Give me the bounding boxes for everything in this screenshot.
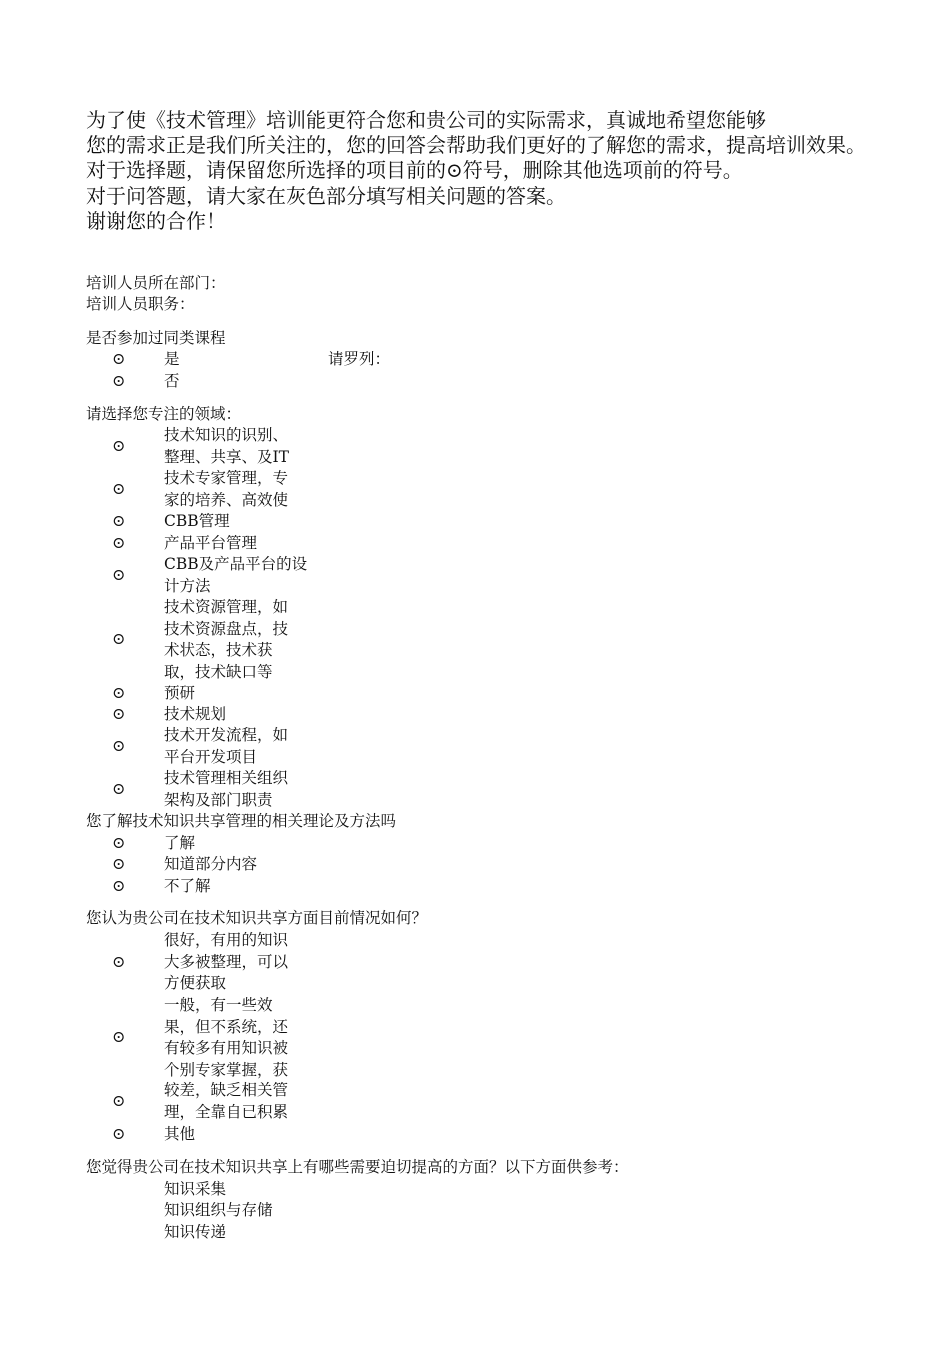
q2-opt3-mark[interactable]: ⊙ <box>112 511 126 530</box>
q3-opt1-label: 了解 <box>164 834 196 852</box>
q2-opt10-line: 架构及部门职责 <box>164 790 273 809</box>
q2-opt8-label <box>164 704 226 726</box>
q4-opt4-mark[interactable]: ⊙ <box>112 1124 126 1143</box>
q1-title: 是否参加过同类课程 <box>86 329 226 347</box>
q4-opt2-label <box>164 995 288 1081</box>
q4-opt2-mark[interactable]: ⊙ <box>112 1027 126 1046</box>
q3-opt3-mark[interactable]: ⊙ <box>112 876 126 895</box>
q2-opt10-mark[interactable]: ⊙ <box>112 779 126 798</box>
q2-opt1-line: 技术知识的识别、 <box>164 426 289 444</box>
q2-opt5-line: CBB及产品平台的设 <box>164 555 308 573</box>
q2-opt8-mark[interactable]: ⊙ <box>112 704 126 723</box>
q2-opt9-mark[interactable]: ⊙ <box>112 736 126 755</box>
q2-opt10-label <box>164 768 288 811</box>
q1-list-label: 请罗列： <box>328 350 391 368</box>
q2-opt1-line: 整理、共享、及IT <box>164 447 289 466</box>
q4-opt3-line: 较差，缺乏相关管 <box>164 1081 289 1099</box>
intro-line-3: 对于选择题，请保留您所选择的项目前的⊙符号，删除其他选项前的符号。 <box>86 158 743 183</box>
q2-opt2-mark[interactable]: ⊙ <box>112 479 126 498</box>
q4-opt2-line: 一般，有一些效 <box>164 996 273 1014</box>
q4-opt3-label <box>164 1080 288 1123</box>
q4-opt1-line: 大多被整理，可以 <box>164 952 289 971</box>
q2-opt2-line: 技术专家管理，专 <box>164 469 289 487</box>
q4-title: 您认为贵公司在技术知识共享方面目前情况如何？ <box>86 909 428 927</box>
q2-opt3-label <box>164 511 230 533</box>
q2-opt5-line: 计方法 <box>164 576 211 595</box>
q2-opt4-label <box>164 533 257 555</box>
intro-line-2: 您的需求正是我们所关注的，您的回答会帮助我们更好的了解您的需求，提高培训效果。 <box>86 133 866 158</box>
q2-opt5-label <box>164 554 307 597</box>
q2-opt2-line: 家的培养、高效使 <box>164 490 289 509</box>
q2-opt1-mark[interactable]: ⊙ <box>112 436 126 455</box>
q4-opt1-mark[interactable]: ⊙ <box>112 952 126 971</box>
q2-opt8-line: 技术规划 <box>164 705 227 723</box>
q2-opt2-label <box>164 468 288 511</box>
q5-item-2: 知识组织与存储 <box>164 1201 273 1219</box>
q3-title: 您了解技术知识共享管理的相关理论及方法吗 <box>86 812 397 830</box>
q1-yes-label: 是 <box>164 350 180 368</box>
q5-item-1: 知识采集 <box>164 1180 227 1198</box>
q2-opt7-line: 预研 <box>164 684 196 702</box>
q4-opt2-line: 个别专家掌握，获 <box>164 1060 289 1079</box>
q2-opt4-line: 产品平台管理 <box>164 534 258 552</box>
q1-no-mark[interactable]: ⊙ <box>112 371 126 390</box>
q2-opt3-line: CBB管理 <box>164 512 230 530</box>
q3-opt3-label: 不了解 <box>164 877 211 895</box>
intro-line-4: 对于问答题，请大家在灰色部分填写相关问题的答案。 <box>86 183 566 208</box>
intro-line-5: 谢谢您的合作！ <box>86 208 226 233</box>
q4-opt1-line: 方便获取 <box>164 974 227 992</box>
q2-opt4-mark[interactable]: ⊙ <box>112 533 126 552</box>
q2-opt6-line: 取，技术缺口等 <box>164 662 273 681</box>
q2-opt1-label <box>164 425 289 468</box>
q2-title: 请选择您专注的领域： <box>86 405 242 423</box>
q4-opt2-line: 有较多有用知识被 <box>164 1039 289 1057</box>
q5-item-3: 知识传递 <box>164 1223 227 1241</box>
intro-line-1: 为了使《技术管理》培训能更符合您和贵公司的实际需求，真诚地希望您能够 <box>86 108 766 132</box>
q3-opt1-mark[interactable]: ⊙ <box>112 833 126 852</box>
q2-opt5-mark[interactable]: ⊙ <box>112 565 126 584</box>
q1-no-label: 否 <box>164 372 180 390</box>
q4-opt3-mark[interactable]: ⊙ <box>112 1091 126 1110</box>
q4-opt2-line: 果，但不系统，还 <box>164 1017 289 1036</box>
q2-opt6-line: 术状态，技术获 <box>164 641 273 659</box>
q2-opt7-label <box>164 683 195 705</box>
q4-opt3-line: 理，全靠自已积累 <box>164 1102 289 1121</box>
q3-opt2-label: 知道部分内容 <box>164 855 258 873</box>
q5-title: 您觉得贵公司在技术知识共享上有哪些需要迫切提高的方面？以下方面供参考： <box>86 1158 629 1176</box>
q2-opt9-label <box>164 725 288 768</box>
q2-opt6-line: 技术资源盘点，技 <box>164 619 289 638</box>
q4-opt4-label: 其他 <box>164 1125 196 1143</box>
q2-opt6-line: 技术资源管理，如 <box>164 598 289 616</box>
intro-block <box>86 108 866 234</box>
q4-opt1-line: 很好，有用的知识 <box>164 931 289 949</box>
position-label: 培训人员职务： <box>86 295 195 313</box>
department-label: 培训人员所在部门： <box>86 274 226 292</box>
q2-opt10-line: 技术管理相关组织 <box>164 769 289 787</box>
q2-opt9-line: 技术开发流程，如 <box>164 726 289 744</box>
q2-opt7-mark[interactable]: ⊙ <box>112 683 126 702</box>
q2-opt6-mark[interactable]: ⊙ <box>112 629 126 648</box>
q2-opt6-label <box>164 597 288 683</box>
q2-opt9-line: 平台开发项目 <box>164 747 258 766</box>
q4-opt1-label <box>164 930 288 995</box>
q3-opt2-mark[interactable]: ⊙ <box>112 854 126 873</box>
q1-yes-mark[interactable]: ⊙ <box>112 349 126 368</box>
